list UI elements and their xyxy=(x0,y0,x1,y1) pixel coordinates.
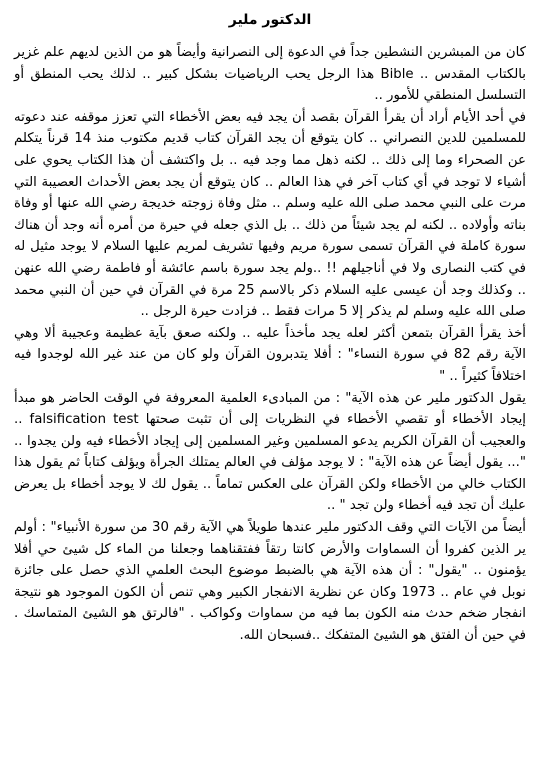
paragraph-intro: كان من المبشرين النشطين جداً في الدعوة إلى النصرانية وأيضاً هو من الذين لديهم علم غزير بالكتاب المقدس .. Bible هذا الرجل يحب الرياضيات بشكل كبير .. لذلك يحب المنطق أو التسلسل المنطقي للأمور .. xyxy=(14,45,526,104)
page-title: الدكتور ملير xyxy=(228,12,312,28)
paragraph-verse-82: أخذ يقرأ القرآن بتمعن أكثر لعله يجد مأخذاً عليه .. ولكنه صعق بآية عظيمة وعجيبة ألا وهي الآية رقم 82 في سورة النساء" : أفلا يتدبرون القرآن ولو كان من عند غير الله لوجدوا فيه اختلافاً كثيراً .. " xyxy=(14,325,526,384)
paragraph-verse-30: أيضاً من الآيات التي وقف الدكتور ملير عندها طويلاً هي الآية رقم 30 من سورة الأنبياء" : أولم ير الذين كفروا أن السماوات والأرض كانتا رتقاً ففتقناهما وجعلنا من الماء كل شيئ حي أفلا يؤمنون .. "يقول" : أن هذه الآية هي بالضبط موضوع البحث العلمي الذي حصل على جائزة نوبل في عام .. 1973 وكان عن نظرية الانفجار الكبير وهي تنص أن الكون الموجود هو نتيجة انفجار ضخم حدث منه الكون بما فيه من سماوات وكواكب . "فالرتق هو الشيئ المتماسك . في حين أن الفتق هو الشيئ المتفكك ..فسبحان الله. xyxy=(14,520,526,644)
paragraph-falsification: يقول الدكتور ملير عن هذه الآية" : من المبادىء العلمية المعروفة في الوقت الحاضر هو مبدأ إيجاد الأخطاء أو تقصي الأخطاء في النظريات إلى أن تثبت صحتها falsification test .. والعجيب أن القرآن الكريم يدعو المسلمين وغير المسلمين إلى إيجاد الأخطاء فيه ولن يجدوا .. "... يقول أيضاً عن هذه الآية" : لا يوجد مؤلف في العالم يمتلك الجرأة ويؤلف كتاباً ثم يقول هذا الكتاب خالي من الأخطاء ولكن القرآن على العكس تماماً .. يقول لك لا يوجد أخطاء بل يعرض عليك أن تجد فيه أخطاء ولن تجد " .. xyxy=(14,390,526,514)
paragraph-quran-reading: في أحد الأيام أراد أن يقرأ القرآن بقصد أن يجد فيه بعض الأخطاء التي تعزز موقفه عند دعوته للمسلمين للدين النصراني .. كان يتوقع أن يجد القرآن كتاب قديم مكتوب منذ 14 قرناً يتكلم عن الصحراء وما إلى ذلك .. لكنه ذهل مما وجد فيه .. بل واكتشف أن هذا الكتاب يحوي على أشياء لا توجد في أي كتاب آخر في هذا العالم .. كان يتوقع أن يجد بعض الأحداث العصيبة التي مرت على النبي محمد صلى الله عليه وسلم .. مثل وفاة زوجته خديجة رضي الله عنها أو وفاة بناته وأولاده .. لكنه لم يجد شيئاً من ذلك .. بل الذي جعله في حيرة من أمره أنه وجد أن هناك سورة كاملة في القرآن تسمى سورة مريم وفيها تشريف لمريم عليها السلام لا يوجد مثيل له في كتب النصارى ولا في أناجيلهم !! ..ولم يجد سورة باسم عائشة أو فاطمة رضي الله عنهن .. وكذلك وجد أن عيسى عليه السلام ذكر بالاسم 25 مرة في القرآن في حين أن النبي محمد صلى الله عليه وسلم لم يذكر إلا 5 مرات فقط .. فزادت حيرة الرجل .. xyxy=(14,109,526,320)
